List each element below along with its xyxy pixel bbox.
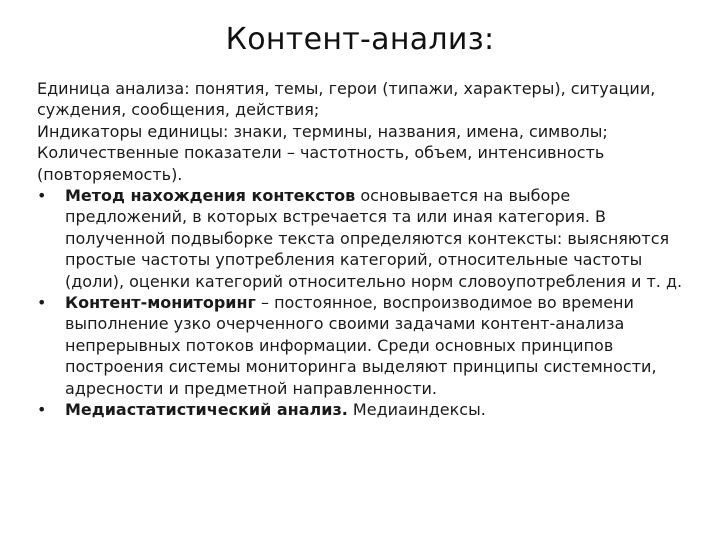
paragraph-analysis-unit: Единица анализа: понятия, темы, герои (типажи, характеры), ситуации, суждения, сообщения, действия;	[37, 79, 656, 120]
bullet-dot-icon: •	[37, 293, 47, 313]
bullet-item-context-method	[37, 185, 687, 292]
bullet-term: Контент-мониторинг	[65, 293, 256, 313]
paragraph-quantitative-metrics: Количественные показатели – частотность, объем, интенсивность (повторяемость).	[37, 143, 605, 184]
paragraph-unit-indicators: Индикаторы единицы: знаки, термины, названия, имена, символы;	[37, 121, 608, 141]
bullet-text: Медиаиндексы.	[347, 400, 486, 420]
bullet-list	[37, 185, 687, 420]
slide-title: Контент-анализ:	[225, 22, 495, 57]
slide-body	[37, 78, 687, 421]
bullet-dot-icon: •	[37, 400, 47, 420]
bullet-dot-icon: •	[37, 186, 47, 206]
bullet-item-media-statistics	[37, 399, 687, 420]
bullet-term: Медиастатистический анализ.	[65, 400, 348, 420]
bullet-text: основывается на выборе предложений, в которых встречается та или иная категория. В полученной подвыборке текста определяются контексты: выясняются простые частоты употребления категорий, относительные частоты (доли), оценки категорий относительно норм словоупотребления и т. д.	[65, 186, 683, 291]
bullet-item-content-monitoring	[37, 292, 687, 399]
bullet-term: Метод нахождения контекстов	[65, 186, 356, 206]
bullet-text: – постоянное, воспроизводимое во времени выполнение узко очерченного своими задачами контент-анализа непрерывных потоков информации. Среди основных принципов построения системы мониторинга выделяют принципы системности, адресности и предметной направленности.	[65, 293, 657, 398]
